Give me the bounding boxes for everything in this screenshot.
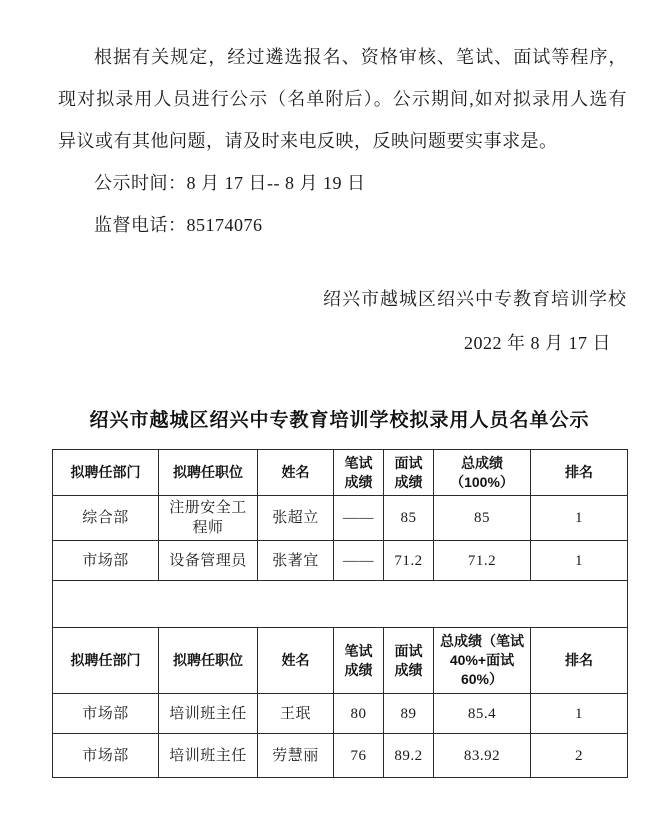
- cell-position: 培训班主任: [159, 734, 258, 778]
- cell-rank: 1: [531, 694, 628, 734]
- header-written-score: 笔试成绩: [334, 450, 384, 496]
- cell-name: 劳慧丽: [258, 734, 334, 778]
- cell-name: 王珉: [258, 694, 334, 734]
- header-interview-score: 面试成绩: [384, 450, 434, 496]
- cell-interview-score: 89.2: [384, 734, 434, 778]
- cell-written-score: ——: [334, 496, 384, 541]
- cell-department: 市场部: [53, 541, 159, 581]
- cell-total-score: 85: [434, 496, 531, 541]
- table-header-row-1: [53, 450, 628, 496]
- announcement-paragraph: 根据有关规定，经过遴选报名、资格审核、笔试、面试等程序，现对拟录用人员进行公示（名单附后）。公示期间,如对拟录用人选有异议或有其他问题，请及时来电反映，反映问题要实事求是。: [58, 47, 627, 151]
- table-title: 绍兴市越城区绍兴中专教育培训学校拟录用人员名单公示: [89, 410, 590, 431]
- cell-department: 综合部: [53, 496, 159, 541]
- header-department: 拟聘任部门: [53, 628, 159, 694]
- cell-rank: 1: [531, 496, 628, 541]
- header-position: 拟聘任职位: [159, 628, 258, 694]
- cell-written-score: 80: [334, 694, 384, 734]
- roster-section: [52, 400, 627, 778]
- cell-position: 培训班主任: [159, 694, 258, 734]
- table-header-row-2: [53, 628, 628, 694]
- header-total-score-weighted: 总成绩（笔试 40%+面试 60%）: [434, 628, 531, 694]
- cell-rank: 2: [531, 734, 628, 778]
- cell-name: 张著宜: [258, 541, 334, 581]
- publicity-time-line: 公示时间：8 月 17 日-- 8 月 19 日: [94, 173, 366, 193]
- header-name: 姓名: [258, 450, 334, 496]
- header-department: 拟聘任部门: [53, 450, 159, 496]
- empty-spacer-cell: [53, 581, 628, 628]
- table-row: [53, 694, 628, 734]
- cell-written-score: 76: [334, 734, 384, 778]
- table-row: [53, 541, 628, 581]
- cell-department: 市场部: [53, 694, 159, 734]
- header-total-score: 总成绩（100%）: [434, 450, 531, 496]
- cell-name: 张超立: [258, 496, 334, 541]
- cell-position: 注册安全工程师: [159, 496, 258, 541]
- table-empty-row: [53, 581, 628, 628]
- cell-rank: 1: [531, 541, 628, 581]
- table-row: [53, 734, 628, 778]
- table-row: [53, 496, 628, 541]
- cell-department: 市场部: [53, 734, 159, 778]
- header-position: 拟聘任职位: [159, 450, 258, 496]
- header-rank: 排名: [531, 450, 628, 496]
- header-written-score: 笔试成绩: [334, 628, 384, 694]
- header-rank: 排名: [531, 628, 628, 694]
- supervision-phone-line: 监督电话：85174076: [94, 215, 263, 235]
- cell-written-score: ——: [334, 541, 384, 581]
- header-interview-score: 面试成绩: [384, 628, 434, 694]
- cell-position: 设备管理员: [159, 541, 258, 581]
- cell-total-score: 85.4: [434, 694, 531, 734]
- cell-interview-score: 71.2: [384, 541, 434, 581]
- cell-interview-score: 89: [384, 694, 434, 734]
- header-name: 姓名: [258, 628, 334, 694]
- cell-interview-score: 85: [384, 496, 434, 541]
- cell-total-score: 71.2: [434, 541, 531, 581]
- cell-total-score: 83.92: [434, 734, 531, 778]
- recruitment-roster-table: [52, 449, 628, 778]
- signature-organization: 绍兴市越城区绍兴中专教育培训学校: [323, 289, 627, 309]
- signature-date: 2022 年 8 月 17 日: [464, 333, 611, 353]
